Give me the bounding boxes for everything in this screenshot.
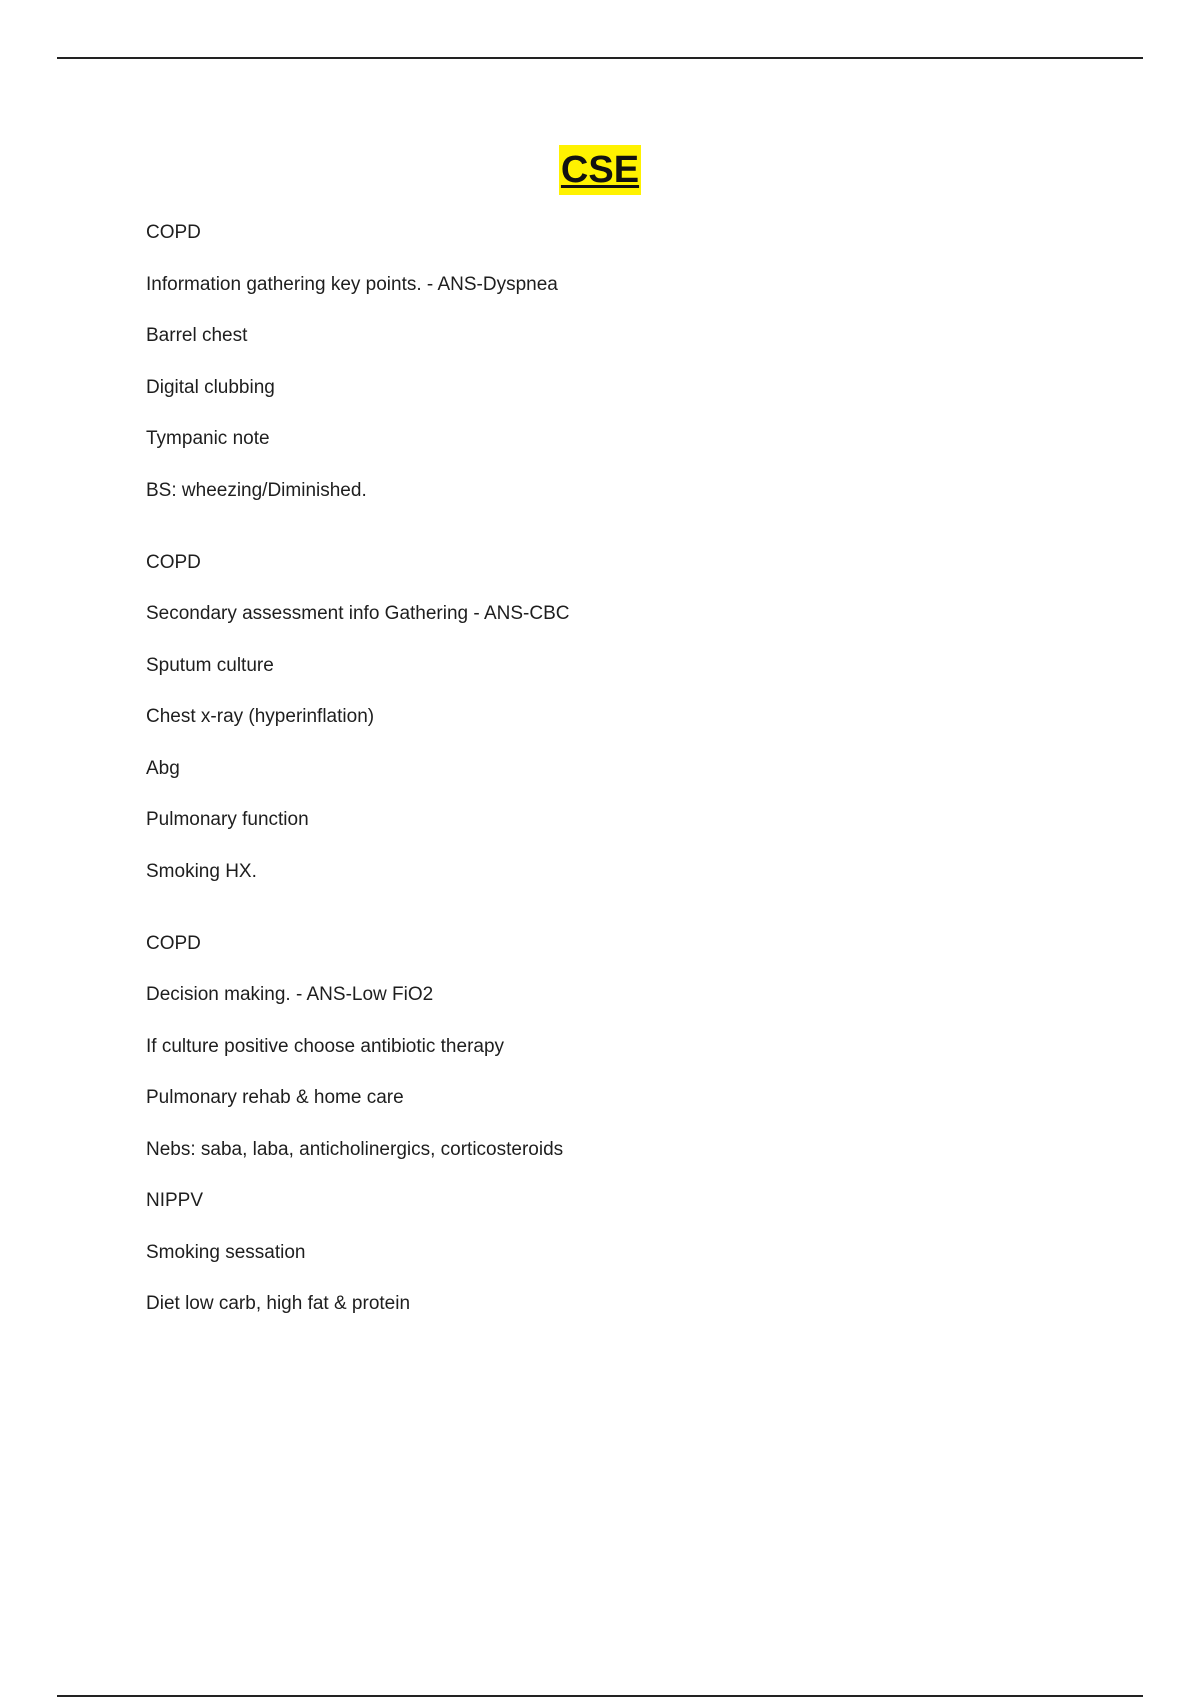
- note-line: Tympanic note: [146, 428, 270, 449]
- note-line: Nebs: saba, laba, anticholinergics, corticosteroids: [146, 1138, 564, 1160]
- page-title: CSE: [559, 145, 641, 195]
- note-line: Diet low carb, high fat & protein: [146, 1293, 411, 1314]
- title-container: [0, 145, 1200, 195]
- note-line: Pulmonary rehab & home care: [146, 1087, 404, 1108]
- note-line: Smoking HX.: [146, 860, 257, 882]
- note-line: Abg: [146, 757, 180, 779]
- note-line: If culture positive choose antibiotic therapy: [146, 1035, 505, 1057]
- note-line: Secondary assessment info Gathering - ANS-CBC: [146, 603, 570, 624]
- note-line: Barrel chest: [146, 325, 248, 346]
- note-line: Decision making. - ANS-Low FiO2: [146, 984, 434, 1005]
- note-line: Smoking sessation: [146, 1241, 306, 1263]
- section-heading: COPD: [146, 551, 201, 573]
- header-rule: [57, 57, 1143, 59]
- note-section: [146, 552, 1126, 882]
- note-line: Chest x-ray (hyperinflation): [146, 706, 375, 727]
- note-line: BS: wheezing/Diminished.: [146, 479, 367, 501]
- document-body: [146, 222, 1126, 1314]
- note-line: Pulmonary function: [146, 809, 309, 830]
- note-section: [146, 222, 1126, 501]
- footer-rule: [57, 1695, 1143, 1697]
- note-line: Information gathering key points. - ANS-Dyspnea: [146, 273, 558, 295]
- note-line: Sputum culture: [146, 654, 274, 676]
- note-line: NIPPV: [146, 1190, 204, 1211]
- section-heading: COPD: [146, 222, 201, 243]
- note-section: [146, 933, 1126, 1315]
- note-line: Digital clubbing: [146, 376, 275, 398]
- section-heading: COPD: [146, 932, 201, 954]
